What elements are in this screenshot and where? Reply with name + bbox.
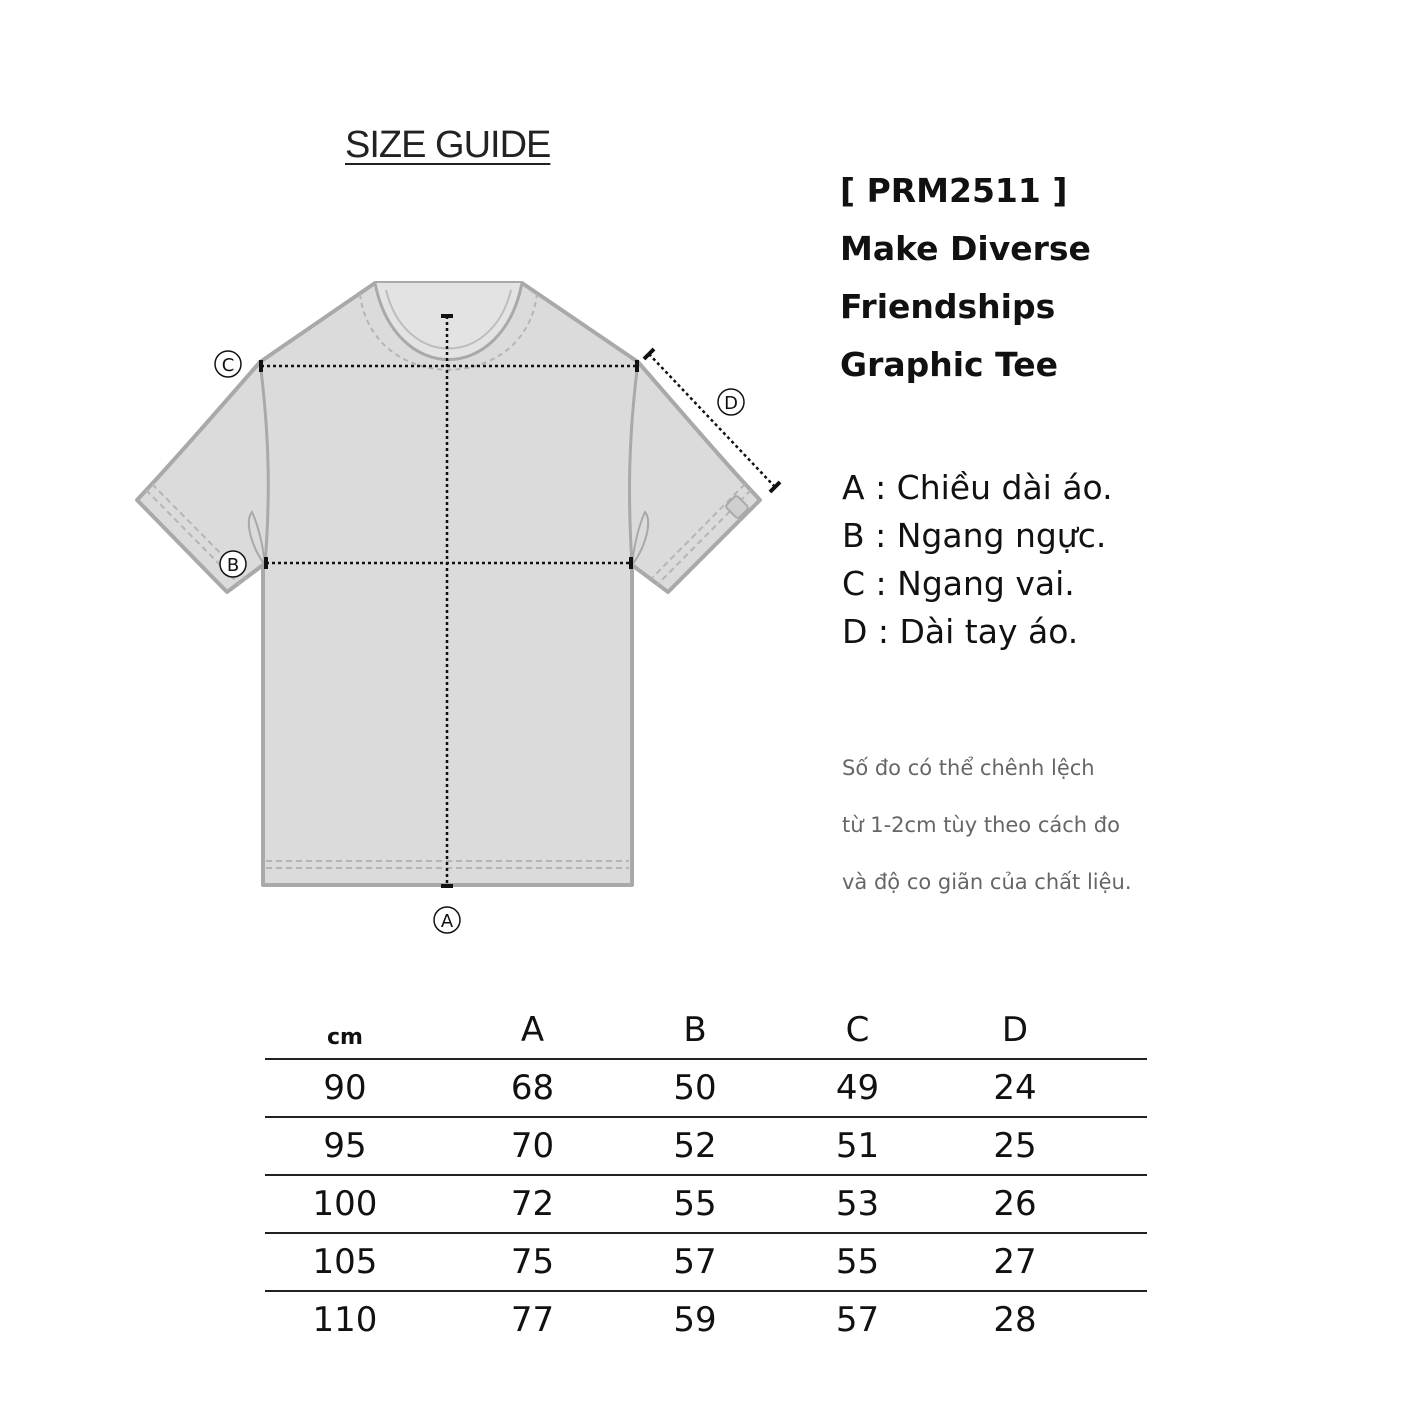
table-row <box>265 1233 1147 1291</box>
table-row <box>265 1291 1147 1348</box>
legend-item-a: A : Chiều dài áo. <box>842 468 1113 507</box>
table-row <box>265 1117 1147 1175</box>
size-table <box>265 996 1147 1348</box>
marker-c <box>215 351 241 377</box>
table-cell: 52 <box>640 1117 750 1175</box>
marker-d <box>718 389 744 415</box>
header-b: B <box>683 1010 707 1050</box>
marker-c-label: C <box>221 355 235 376</box>
legend-item-b: B : Ngang ngực. <box>842 516 1107 555</box>
measurement-note <box>842 740 1132 911</box>
header-a: A <box>520 1010 545 1050</box>
table-cell: 53 <box>750 1175 965 1233</box>
table-cell: 50 <box>640 1059 750 1117</box>
table-header-row <box>265 996 1147 1059</box>
table-spacer-cell <box>1065 1233 1147 1291</box>
table-cell: 70 <box>425 1117 640 1175</box>
table-cell: 59 <box>640 1291 750 1348</box>
table-cell: 55 <box>640 1175 750 1233</box>
table-row <box>265 1059 1147 1117</box>
table-cell: 26 <box>965 1175 1065 1233</box>
table-cell: 105 <box>265 1233 425 1291</box>
table-cell: 25 <box>965 1117 1065 1175</box>
table-spacer-cell <box>1065 1175 1147 1233</box>
table-cell: 90 <box>265 1059 425 1117</box>
table-cell: 55 <box>750 1233 965 1291</box>
product-name-line-3: Graphic Tee <box>840 345 1058 384</box>
marker-a <box>434 907 460 933</box>
legend-item-d: D : Dài tay áo. <box>842 612 1079 651</box>
table-spacer-cell <box>1065 1291 1147 1348</box>
table-cell: 57 <box>640 1233 750 1291</box>
measurement-legend <box>842 464 1113 656</box>
table-cell: 24 <box>965 1059 1065 1117</box>
table-cell: 28 <box>965 1291 1065 1348</box>
legend-item-c: C : Ngang vai. <box>842 564 1075 603</box>
table-cell: 95 <box>265 1117 425 1175</box>
marker-a-label: A <box>440 911 454 932</box>
table-cell: 57 <box>750 1291 965 1348</box>
table-cell: 51 <box>750 1117 965 1175</box>
table-row <box>265 1175 1147 1233</box>
table-cell: 77 <box>425 1291 640 1348</box>
note-line-2: từ 1-2cm tùy theo cách đo <box>842 813 1120 837</box>
header-c: C <box>845 1010 870 1050</box>
table-cell: 72 <box>425 1175 640 1233</box>
note-line-3: và độ co giãn của chất liệu. <box>842 870 1132 894</box>
marker-d-label: D <box>724 393 738 414</box>
table-cell: 100 <box>265 1175 425 1233</box>
product-code: [ PRM2511 ] <box>840 171 1068 210</box>
table-cell: 75 <box>425 1233 640 1291</box>
header-spacer <box>1065 996 1147 1059</box>
table-cell: 110 <box>265 1291 425 1348</box>
marker-b-label: B <box>226 555 240 576</box>
product-name-line-2: Friendships <box>840 287 1056 326</box>
header-d: D <box>1001 1010 1029 1050</box>
table-cell: 27 <box>965 1233 1065 1291</box>
product-name-line-1: Make Diverse <box>840 229 1091 268</box>
table-spacer-cell <box>1065 1117 1147 1175</box>
note-line-1: Số đo có thể chênh lệch <box>842 756 1095 780</box>
table-cell: 68 <box>425 1059 640 1117</box>
table-cell: 49 <box>750 1059 965 1117</box>
header-unit: cm <box>327 1025 363 1050</box>
size-guide-title: SIZE GUIDE <box>345 124 551 166</box>
marker-b <box>220 551 246 577</box>
product-info <box>840 162 1091 394</box>
table-spacer-cell <box>1065 1059 1147 1117</box>
